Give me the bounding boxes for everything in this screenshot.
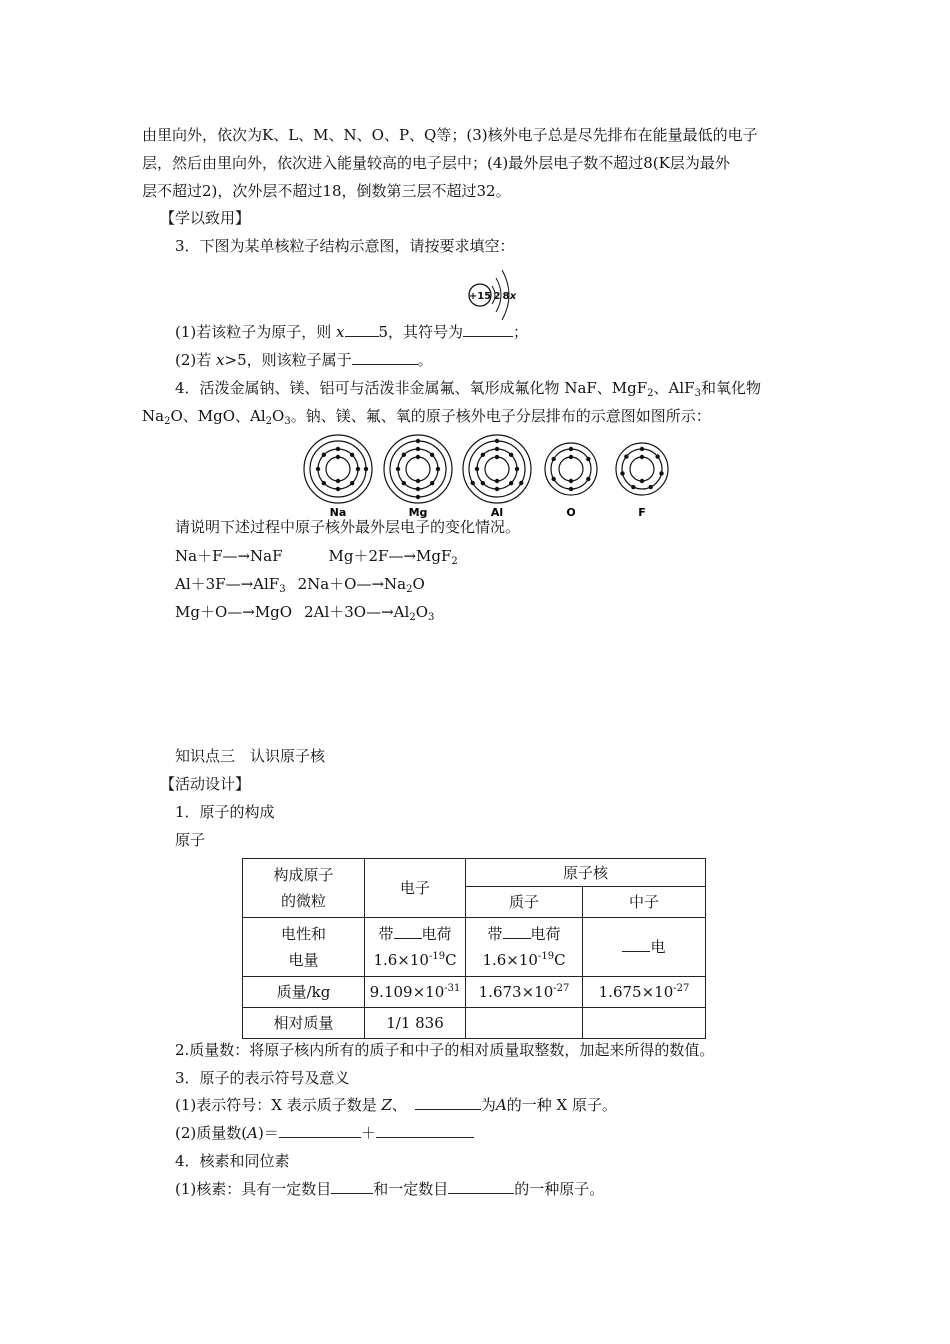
paragraph-line: 由里向外，依次为K、L、M、N、O、P、Q等；(3)核外电子总是尽先排布在能量最低的电子: [142, 126, 758, 144]
electron-dot: [509, 453, 513, 457]
section-heading: 【活动设计】: [160, 775, 251, 793]
subscript: 2: [451, 556, 458, 567]
cell-text: 1.673×10: [478, 983, 554, 1001]
shell-count-3: x: [509, 291, 517, 302]
definition-line: 2.质量数：将原子核内所有的质子和中子的相对质量取整数，加起来所得的数值。: [175, 1041, 715, 1059]
text-span: 、AlF: [653, 379, 695, 397]
cell-text: 电: [650, 938, 666, 956]
electron-dot: [655, 454, 659, 458]
atom-label-o: O: [566, 506, 576, 519]
electron-dot: [569, 447, 573, 451]
electron-dot: [436, 467, 440, 471]
electron-dot: [648, 485, 652, 489]
electron-dot: [336, 447, 340, 451]
knowledge-point-title: 知识点三 认识原子核: [175, 747, 326, 765]
answer-blank[interactable]: [448, 1179, 514, 1194]
electron-dot: [416, 455, 420, 459]
subscript: 3: [428, 612, 435, 623]
equation-line: [175, 546, 458, 566]
subscript: 3: [694, 388, 701, 399]
table-cell: [583, 1008, 706, 1039]
text-span: O、MgO、Al: [170, 407, 266, 425]
text-span: 。钠、镁、氟、氧的原子核外电子分层排布的示意图如图所示：: [290, 407, 711, 425]
electron-dot: [364, 467, 368, 471]
electron-dot: [322, 453, 326, 457]
superscript: -19: [428, 951, 446, 962]
cell-text: 电性和: [280, 925, 326, 943]
variable-x: x: [216, 351, 225, 369]
atom-composition-table: [242, 858, 706, 1039]
text-span: 、: [391, 1096, 407, 1114]
equation: Na＋F—→NaF: [175, 547, 283, 565]
electron-dot: [624, 454, 628, 458]
electron-dot: [519, 481, 523, 485]
variable-z: Z: [381, 1096, 392, 1114]
electron-dot: [569, 479, 573, 483]
atom-shell-diagrams: [300, 432, 680, 520]
paragraph-line: 层不超过2)，次外层不超过18，倒数第三层不超过32。: [142, 182, 511, 200]
electron-shell: [485, 457, 509, 481]
subscript: 2: [409, 612, 416, 623]
electron-dot: [336, 455, 340, 459]
text-span: (1)核素：具有一定数目: [175, 1180, 332, 1198]
subscript: 2: [164, 416, 171, 427]
subscript: 2: [406, 584, 413, 595]
answer-blank[interactable]: [345, 322, 379, 337]
text-span: >5，则该粒子属于: [224, 351, 352, 369]
table-cell: 1/1 836: [365, 1008, 466, 1039]
equation: Mg＋O—→MgO: [175, 603, 293, 621]
subscript: 2: [265, 416, 273, 427]
text-span: 和氧化物: [700, 379, 761, 397]
electron-dot: [430, 453, 434, 457]
nucleus-charge: +15: [468, 291, 492, 302]
symbol-meaning-line: [175, 1095, 617, 1115]
electron-dot: [495, 479, 499, 483]
electron-dot: [481, 481, 485, 485]
cell-text: 电荷: [530, 925, 561, 943]
text-span: ＋: [360, 1124, 376, 1142]
answer-blank[interactable]: [352, 350, 418, 365]
table-cell: [365, 977, 466, 1008]
cell-text: 1.675×10: [598, 983, 674, 1001]
answer-blank[interactable]: [622, 937, 650, 952]
cell-text: 的微粒: [280, 892, 326, 910]
electron-shell: [630, 457, 654, 481]
electron-dot: [569, 487, 573, 491]
atom-label-na: Na: [329, 506, 347, 519]
electron-dot: [430, 481, 434, 485]
subscript: 2: [647, 388, 654, 399]
text-span: 4．活泼金属钠、镁、铝可与活泼非金属氟、氧形成氟化物 NaF、MgF: [175, 379, 648, 397]
electron-dot: [350, 481, 354, 485]
cell-text: 构成原子: [273, 866, 334, 884]
electron-dot: [586, 457, 590, 461]
electron-dot: [551, 477, 555, 481]
electron-dot: [336, 479, 340, 483]
table-row: [243, 859, 706, 887]
instruction-line: 请说明下述过程中原子核外最外层电子的变化情况。: [175, 518, 521, 536]
electron-dot: [416, 447, 420, 451]
equation: 2Na＋O—→Na: [297, 575, 407, 593]
text-span: 5，其符号为: [378, 323, 464, 341]
superscript: -31: [444, 983, 461, 994]
cell-text: 1.6×10: [373, 951, 429, 969]
text-span: (1)表示符号：X 表示质子数是: [175, 1096, 382, 1114]
electron-dot: [322, 481, 326, 485]
question-4-stem: [175, 378, 761, 398]
table-cell: [466, 977, 583, 1008]
shell-count-2: 8: [502, 291, 510, 302]
text-span: (2)若: [175, 351, 217, 369]
table-row: [243, 918, 706, 977]
table-cell: [466, 918, 583, 977]
electron-dot: [640, 455, 644, 459]
electron-dot: [416, 479, 420, 483]
text-span: 的一种 X 原子。: [506, 1096, 617, 1114]
answer-blank[interactable]: [503, 924, 531, 939]
atom-label-f: F: [638, 506, 646, 519]
table-row: [243, 977, 706, 1008]
answer-blank[interactable]: [331, 1179, 373, 1194]
superscript: -27: [553, 983, 570, 994]
equation: Mg＋2F—→MgF: [328, 547, 452, 565]
subsection-title: 1．原子的构成: [175, 803, 275, 821]
table-row: [243, 1008, 706, 1039]
text-span: ；: [513, 323, 529, 341]
electron-dot: [336, 487, 340, 491]
electron-dot: [515, 467, 519, 471]
text-span: 为: [480, 1096, 496, 1114]
electron-dot: [495, 487, 499, 491]
atom-diagram-na: [304, 435, 372, 519]
variable-x: x: [336, 323, 345, 341]
shell-count-1: 2: [493, 291, 501, 302]
table-cell: [466, 1008, 583, 1039]
electron-dot: [350, 453, 354, 457]
superscript: -19: [537, 951, 555, 962]
electron-dot: [495, 455, 499, 459]
atom-label-al: Al: [490, 506, 504, 519]
answer-blank[interactable]: [463, 322, 513, 337]
table-cell: [243, 918, 365, 977]
electron-shell: [406, 457, 430, 481]
electron-dot: [586, 477, 590, 481]
electron-dot: [640, 447, 644, 451]
text-span: 和一定数目: [373, 1180, 449, 1198]
question-3-part-2: [175, 350, 433, 370]
text-span: O: [415, 603, 428, 621]
subscript: 3: [279, 584, 286, 595]
atom-diagram-o: [545, 443, 597, 519]
cell-text: C: [445, 951, 457, 969]
electron-dot: [356, 467, 360, 471]
question-3-part-1: [175, 322, 528, 342]
electron-shell: [326, 457, 350, 481]
answer-blank[interactable]: [279, 1123, 361, 1138]
atom-diagram-mg: [384, 435, 452, 519]
electron-dot: [631, 485, 635, 489]
subscript: 3: [284, 416, 291, 427]
variable-a: A: [495, 1096, 507, 1114]
table-header-cell: 电子: [365, 859, 466, 918]
table-header-cell: 质子: [466, 887, 583, 918]
atom-diagram-f: [616, 443, 668, 519]
electron-dot: [396, 467, 400, 471]
superscript: -27: [673, 983, 690, 994]
table-cell: 相对质量: [243, 1008, 365, 1039]
electron-dot: [569, 455, 573, 459]
text-span: 的一种原子。: [514, 1180, 605, 1198]
cell-text: C: [554, 951, 566, 969]
answer-blank[interactable]: [415, 1095, 481, 1110]
electron-dot: [481, 453, 485, 457]
electron-dot: [471, 481, 475, 485]
electron-dot: [551, 457, 555, 461]
electron-dot: [659, 471, 663, 475]
electron-dot: [416, 487, 420, 491]
table-header-cell: 原子核: [466, 859, 706, 887]
electron-dot: [509, 481, 513, 485]
answer-blank[interactable]: [394, 924, 422, 939]
equation: 2Al＋3O—→Al: [304, 603, 410, 621]
cell-text: 带: [378, 925, 394, 943]
table-header-cell: 中子: [583, 887, 706, 918]
electron-dot: [416, 439, 420, 443]
electron-shell: [559, 457, 583, 481]
nuclide-definition-line: [175, 1179, 604, 1199]
electron-dot: [495, 439, 499, 443]
table-cell: [583, 918, 706, 977]
paragraph-line: 层，然后由里向外，依次进入能量较高的电子层中；(4)最外层电子数不超过8(K层为最外: [142, 154, 730, 172]
cell-text: 电荷: [421, 925, 452, 943]
electron-dot: [402, 453, 406, 457]
outer-ring: [304, 435, 372, 503]
table-cell: [365, 918, 466, 977]
cell-text: 带: [487, 925, 503, 943]
atom-label: 原子: [175, 831, 206, 849]
subsection-title: 3．原子的表示符号及意义: [175, 1069, 350, 1087]
outer-ring: [384, 435, 452, 503]
table-cell: [583, 977, 706, 1008]
electron-dot: [620, 471, 624, 475]
text-span: Na: [142, 407, 165, 425]
electron-dot: [316, 467, 320, 471]
text-span: )＝: [257, 1124, 279, 1142]
subsection-title: 4．核素和同位素: [175, 1152, 290, 1170]
equation-line: [175, 602, 434, 622]
electron-dot: [416, 495, 420, 499]
text-span: 。: [417, 351, 433, 369]
text-span: (2)质量数(: [175, 1124, 248, 1142]
electron-dot: [640, 479, 644, 483]
electron-dot: [495, 447, 499, 451]
text-span: O: [412, 575, 425, 593]
equation: Al＋3F—→AlF: [175, 575, 280, 593]
question-3-stem: 3．下图为某单核粒子结构示意图，请按要求填空：: [175, 237, 515, 255]
text-span: (1)若该粒子为原子，则: [175, 323, 337, 341]
electron-dot: [475, 467, 479, 471]
cell-text: 电量: [288, 951, 319, 969]
atom-label-mg: Mg: [408, 506, 428, 519]
section-heading: 【学以致用】: [160, 209, 251, 227]
variable-a: A: [247, 1124, 258, 1142]
ion-structure-diagram: [462, 260, 542, 328]
text-span: O: [272, 407, 285, 425]
outer-ring: [463, 435, 531, 503]
answer-blank[interactable]: [376, 1123, 474, 1138]
equation-line: [175, 574, 425, 594]
table-header-cell: [243, 859, 365, 918]
mass-number-line: [175, 1123, 474, 1143]
atom-diagram-al: [463, 435, 531, 519]
cell-text: 1.6×10: [482, 951, 538, 969]
table-cell: 质量/kg: [243, 977, 365, 1008]
electron-dot: [402, 481, 406, 485]
question-4-stem-cont: [142, 406, 711, 426]
cell-text: 9.109×10: [369, 983, 445, 1001]
